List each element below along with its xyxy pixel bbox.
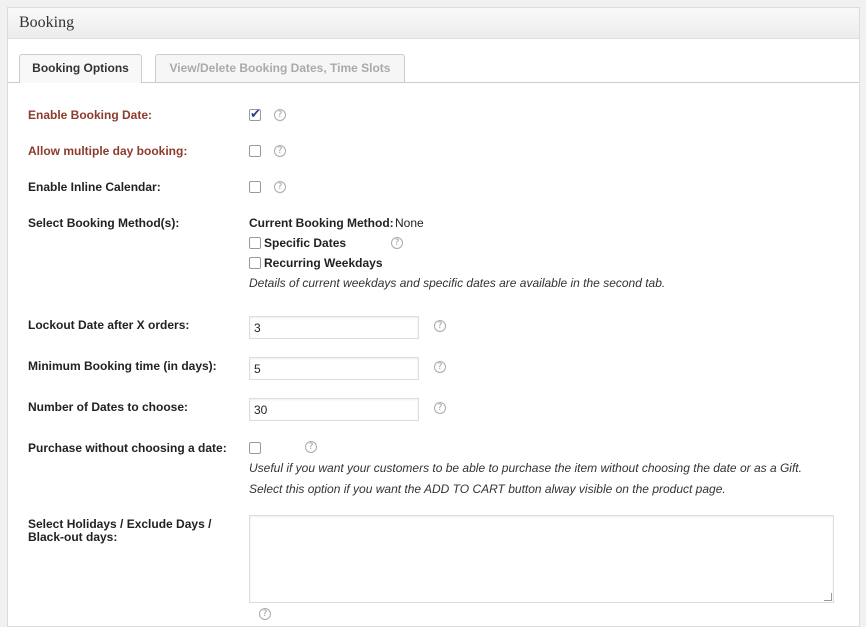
number-of-dates-input[interactable]: 30 [249,398,419,421]
enable-inline-calendar-checkbox[interactable] [249,181,261,193]
holidays-textarea[interactable] [249,515,834,603]
help-icon[interactable]: ? [305,441,317,453]
lockout-input[interactable]: 3 [249,316,419,339]
purchase-without-date-checkbox[interactable] [249,442,261,454]
holidays-label-line2: Black-out days: [28,530,118,544]
enable-booking-date-label: Enable Booking Date: [28,108,153,122]
purchase-without-date-label: Purchase without choosing a date: [28,441,227,455]
specific-dates-checkbox[interactable] [249,237,261,249]
help-icon[interactable]: ? [259,608,271,620]
tab-view-delete-dates[interactable]: View/Delete Booking Dates, Time Slots [155,54,405,82]
booking-method-label: Select Booking Method(s): [28,216,180,230]
recurring-weekdays-checkbox[interactable] [249,257,261,269]
specific-dates-label: Specific Dates [264,236,347,250]
help-icon[interactable]: ? [434,361,446,373]
enable-inline-calendar-label: Enable Inline Calendar: [28,180,161,194]
minimum-booking-input[interactable]: 5 [249,357,419,380]
resize-handle-icon[interactable] [824,593,832,601]
help-icon[interactable]: ? [274,109,286,121]
allow-multiple-day-checkbox[interactable] [249,145,261,157]
panel-title: Booking [19,14,75,31]
help-icon[interactable]: ? [274,145,286,157]
help-icon[interactable]: ? [391,237,403,249]
booking-method-note: Details of current weekdays and specific dates are available in the second tab. [249,276,666,290]
purchase-note-1: Useful if you want your customers to be able to purchase the item without choosing the date or as a Gift. [249,461,802,475]
help-icon[interactable]: ? [274,181,286,193]
current-booking-method-label: Current Booking Method: [249,216,394,230]
booking-panel [7,7,860,627]
enable-booking-date-checkbox[interactable] [249,109,261,121]
holidays-label-line1: Select Holidays / Exclude Days / [28,517,212,531]
help-icon[interactable]: ? [434,320,446,332]
minimum-booking-label: Minimum Booking time (in days): [28,359,217,373]
recurring-weekdays-label: Recurring Weekdays [264,256,383,270]
purchase-note-2: Select this option if you want the ADD TO CART button alway visible on the product page. [249,482,726,496]
tab-booking-options[interactable]: Booking Options [19,54,142,83]
current-booking-method-value: None [395,216,424,230]
number-of-dates-label: Number of Dates to choose: [28,400,189,414]
panel-header [8,8,859,39]
help-icon[interactable]: ? [434,402,446,414]
allow-multiple-day-label: Allow multiple day booking: [28,144,188,158]
lockout-label: Lockout Date after X orders: [28,318,190,332]
